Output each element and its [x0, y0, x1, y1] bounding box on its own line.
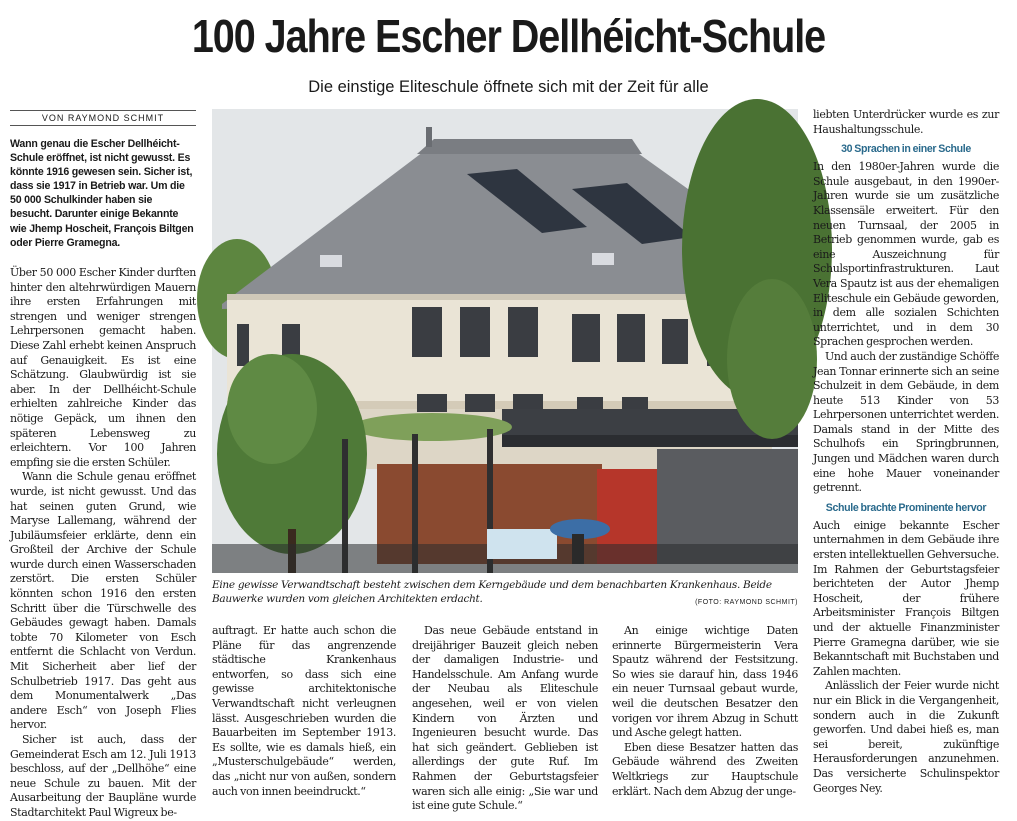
body-paragraph: Über 50 000 Escher Kinder durften hinter den altehrwürdigen Mauern ihre ersten Erfahrungen mit strengen und weniger strengen Lehrpersonen gemacht haben. Diese Zahl erhebt keinen Anspruch auf Genauigkeit. Es ist eine Schätzung. Glaubwürdig ist sie aber. In der Dellhéicht-Schule erhielten zahlreiche Kinder das nötige Gepäck, um ihnen den späteren Lebensweg zu erleichtern. Vor 100 Jahren empfing sie die ersten Schüler.	[10, 266, 196, 469]
body-paragraph: Wann die Schule genau eröffnet wurde, ist nicht gewusst. Und das hat seinen guten Grund, wie Maryse Lallemang, während der Jubiläumsfeier erklärte, denn ein Großteil der Archive der Schule wurde durch einen Wasserschaden zerstört. Die ersten Schüler könnten schon 1916 den ersten Schritt über die Türschwelle des Gebäudes gewagt haben. Damals tobte 70 Kilometer von Esch entfernt die Schlacht von Verdun. Mit Sicherheit aber lief der Schulbetrieb 1917. Das geht aus dem Monumentalwerk „Das andere Esch“ von Joseph Flies hervor.	[10, 470, 196, 732]
body-paragraph: Anlässlich der Feier wurde nicht nur ein Blick in die Vergangenheit, sondern auch in die Zukunft geworfen. Und dabei hieß es, man sei bereit, zukünftige Herausforderungen anzunehmen. Das versicherte Schulinspektor Georges Ney.	[813, 679, 999, 795]
byline: VON RAYMOND SCHMIT	[10, 110, 196, 126]
headline: 100 Jahre Escher Dellhéicht-Schule	[191, 10, 826, 62]
body-paragraph: Sicher ist auch, dass der Gemeinderat Esch am 12. Juli 1913 beschloss, auf der „Dellhöhe“ eine neue Schule zu bauen. Mit der Ausarbeitung der Baupläne wurde Stadtarchitekt Paul Wigreux be-	[10, 733, 196, 819]
school-building-illustration	[212, 109, 798, 573]
photo-credit: (FOTO: RAYMOND SCHMIT)	[695, 599, 798, 606]
body-paragraph: Und auch der zuständige Schöffe Jean Tonnar erinnerte sich an seine Schulzeit in dem Gebäude, in dem heute 513 Kinder von 53 Lehrpersonen unterrichtet werden. Damals stand in der Mitte des Schulhofs ein Springbrunnen, Jungen und Mädchen waren durch eine hohe Mauer voneinander getrennt.	[813, 349, 999, 495]
photo-caption	[212, 578, 798, 610]
article-column-1	[10, 266, 196, 819]
article-column-2	[212, 624, 396, 796]
article-column-5	[813, 108, 999, 798]
body-paragraph: liebten Unterdrücker wurde es zur Haushaltungsschule.	[813, 108, 999, 136]
section-heading: Schule brachte Prominente hervor	[825, 501, 987, 514]
body-paragraph: Eben diese Besatzer hatten das Gebäude während des Zweiten Weltkriegs zur Hauptschule erklärt. Nach dem Abzug der unge-	[612, 740, 798, 798]
subheadline: Die einstige Eliteschule öffnete sich mit der Zeit für alle	[308, 78, 709, 96]
body-paragraph: Das neue Gebäude entstand in dreijähriger Bauzeit gleich neben der damaligen Industrie- und Handelsschule. Am Anfang wurde der Neubau als Eliteschule angesehen, weil er von vielen Kindern von Ärzten und Ingenieuren besucht wurde. Das hat sich geändert. Geblieben ist allerdings der gute Ruf. Im Rahmen der Geburtstagsfeier waren sich alle einig: „Sie war und ist eine gute Schule.“	[412, 624, 598, 813]
body-paragraph: In den 1980er-Jahren wurde die Schule ausgebaut, in den 1990er-Jahren wurde sie um zusätzliche Klassensäle erweitert. Für den neuen Turnsaal, der 2005 in Betrieb genommen wurde, gab es eine Auszeichnung für Schulsportinfrastrukturen. Laut Vera Spautz ist aus der ehemaligen Eliteschule ein Gebäude geworden, in dem alle sozialen Schichten unterrichtet, und in dem 30 Sprachen gesprochen werden.	[813, 160, 999, 349]
body-paragraph: auftragt. Er hatte auch schon die Pläne für das angrenzende städtische Krankenhaus entworfen, so dass sich eine gewisse architektonische Verwandtschaft nicht verleugnen lässt. Ausgeschrieben wurden die Bauarbeiten im September 1913. Es sollte, wie es damals hieß, ein „Musterschulgebäude“ werden, das „nicht nur von außen, sondern auch von innen beeindruckt.“	[212, 624, 396, 798]
caption-text: Eine gewisse Verwandtschaft besteht zwischen dem Kerngebäude und dem benachbarten Krankenhaus. Beide Bauwerke wurden vom gleichen Architekten erdacht.	[212, 579, 772, 605]
body-paragraph: An einige wichtige Daten erinnerte Bürgermeisterin Vera Spautz während der Festsitzung. So wies sie darauf hin, dass 1946 ein neuer Turnsaal gebaut wurde, weil die deutschen Besatzer den vorigen vor ihrem Abzug in Schutt und Asche gelegt hatten.	[612, 624, 798, 740]
section-heading: 30 Sprachen in einer Schule	[841, 143, 971, 156]
school-photo	[212, 109, 798, 573]
article-column-4	[612, 624, 798, 796]
body-paragraph: Auch einige bekannte Escher unternahmen in dem Gebäude ihre ersten intellektuellen Gehversuche. Im Rahmen der Geburtstagsfeier berichteten der Autor Jhemp Hoscheit, der frühere Arbeitsminister François Biltgen und der aktuelle Finanzminister Pierre Gramegna darüber, wie sie Bekanntschaft mit Buchstaben und Zahlen machten.	[813, 518, 999, 678]
article-column-3	[412, 624, 598, 813]
lead-paragraph: Wann genau die Escher Dellhéicht-Schule eröffnet, ist nicht gewusst. Es könnte 1916 gewesen sein. Sicher ist, dass sie 1917 in Betrieb war. Um die 50 000 Schulkinder haben sie besucht. Darunter einige Bekannte wie Jhemp Hoscheit, François Biltgen oder Pierre Gramegna.	[10, 138, 194, 249]
